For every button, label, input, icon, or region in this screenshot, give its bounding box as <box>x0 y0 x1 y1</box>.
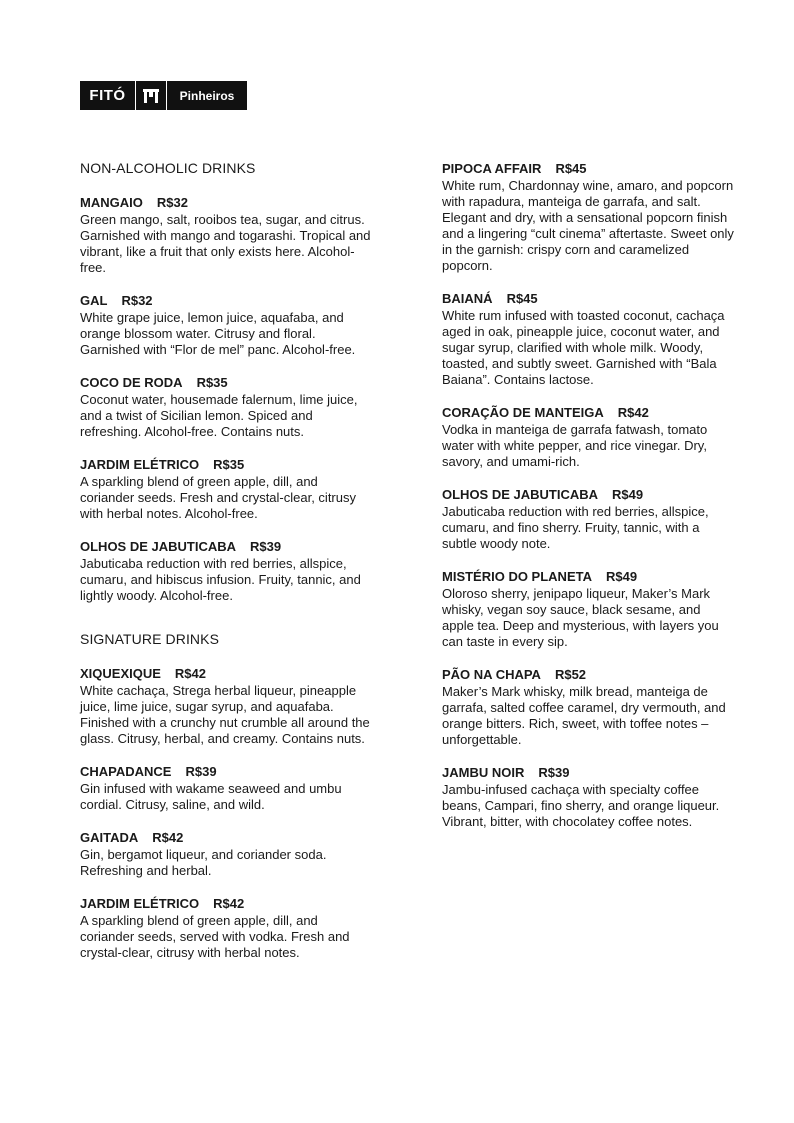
item-name: XIQUEXIQUE <box>80 666 161 681</box>
menu-item <box>80 374 372 440</box>
item-name: OLHOS DE JABUTICABA <box>442 487 599 502</box>
item-name: JARDIM ELÉTRICO <box>80 457 200 472</box>
item-name: BAIANÁ <box>442 291 493 306</box>
item-description: Maker’s Mark whisky, milk bread, manteiga de garrafa, salted coffee caramel, dry vermouth, and orange bitters. Rich, sweet, with toffee notes – unforgettable. <box>442 684 726 747</box>
menu-item <box>80 456 372 522</box>
item-description: White grape juice, lemon juice, aquafaba, and orange blossom water. Citrusy and floral. Garnished with “Flor de mel” panc. Alcohol-free. <box>80 310 356 357</box>
item-name: GAITADA <box>80 830 139 845</box>
item-price: R$35 <box>196 375 228 390</box>
item-name: JAMBU NOIR <box>442 765 525 780</box>
item-description: A sparkling blend of green apple, dill, and coriander seeds, served with vodka. Fresh and crystal-clear, citrusy with herbal notes. <box>80 913 350 960</box>
item-price: R$35 <box>213 457 245 472</box>
menu-item <box>80 292 372 358</box>
item-description: Jabuticaba reduction with red berries, allspice, cumaru, and hibiscus infusion. Fruity, tannic, and lightly woody. Alcohol-free. <box>80 556 361 603</box>
logo-mark-icon <box>135 81 167 110</box>
item-name: COCO DE RODA <box>80 375 183 390</box>
item-description: White rum infused with toasted coconut, cachaça aged in oak, pineapple juice, coconut water, and sugar syrup, clarified with whole milk. Woody, toasted, and subtly sweet. Garnished with “Bala Baiana”. Contains lactose. <box>442 308 725 387</box>
left-column <box>80 159 372 977</box>
menu-item <box>80 763 372 813</box>
menu-item <box>442 160 734 274</box>
item-price: R$42 <box>617 405 649 420</box>
item-name: PIPOCA AFFAIR <box>442 161 542 176</box>
menu-item <box>442 568 734 650</box>
item-name: CHAPADANCE <box>80 764 172 779</box>
item-name: MISTÉRIO DO PLANETA <box>442 569 592 584</box>
item-price: R$49 <box>612 487 644 502</box>
item-description: Green mango, salt, rooibos tea, sugar, and citrus. Garnished with mango and togarashi. Tropical and vibrant, like a fruit that only exists here. Alcohol-free. <box>80 212 371 275</box>
item-price: R$49 <box>605 569 638 584</box>
location-label: Pinheiros <box>179 88 235 103</box>
item-description: Coconut water, housemade falernum, lime juice, and a twist of Sicilian lemon. Spiced and refreshing. Alcohol-free. Contains nuts. <box>80 392 358 439</box>
menu-item <box>80 665 372 747</box>
item-price: R$42 <box>213 896 245 911</box>
item-name: JARDIM ELÉTRICO <box>80 896 200 911</box>
item-name: PÃO NA CHAPA <box>442 667 541 682</box>
item-price: R$52 <box>554 667 587 682</box>
item-price: R$42 <box>152 830 184 845</box>
item-description: White rum, Chardonnay wine, amaro, and popcorn with rapadura, manteiga de garrafa, and salt. Elegant and dry, with a sensational popcorn finish and a lingering “cult cinema” aftertaste. Sweet only in the garnish: crispy corn and caramelized popcorn. <box>442 178 734 273</box>
item-description: Gin, bergamot liqueur, and coriander soda. Refreshing and herbal. <box>80 847 327 878</box>
item-description: White cachaça, Strega herbal liqueur, pineapple juice, lime juice, sugar syrup, and aquafaba. Finished with a crunchy nut crumble all around the glass. Citrusy, herbal, and creamy. Contains nuts. <box>80 683 370 746</box>
item-price: R$45 <box>555 161 587 176</box>
menu-item <box>442 486 734 552</box>
menu-item <box>80 194 372 276</box>
item-description: Jambu-infused cachaça with specialty coffee beans, Campari, fino sherry, and orange liqueur. Vibrant, bitter, with chocolatey coffee notes. <box>442 782 720 829</box>
item-price: R$39 <box>538 765 570 780</box>
brand-name: FITÓ <box>89 87 126 104</box>
item-description: Gin infused with wakame seaweed and umbu cordial. Citrusy, saline, and wild. <box>80 781 342 812</box>
item-description: A sparkling blend of green apple, dill, and coriander seeds. Fresh and crystal-clear, citrusy with herbal notes. Alcohol-free. <box>80 474 356 521</box>
logo <box>80 81 247 110</box>
section-title-non-alcoholic: NON-ALCOHOLIC DRINKS <box>80 160 256 176</box>
menu-item <box>442 666 734 748</box>
item-price: R$45 <box>506 291 538 306</box>
item-price: R$32 <box>121 293 153 308</box>
item-name: CORAÇÃO DE MANTEIGA <box>442 405 604 420</box>
section-title-signature: SIGNATURE DRINKS <box>80 631 220 647</box>
item-name: GAL <box>80 293 108 308</box>
item-price: R$39 <box>185 764 217 779</box>
menu-item <box>442 290 734 388</box>
item-description: Jabuticaba reduction with red berries, allspice, cumaru, and fino sherry. Fruity, tannic, with a subtle woody note. <box>442 504 709 551</box>
right-column <box>442 160 734 846</box>
item-price: R$39 <box>250 539 282 554</box>
menu-item <box>442 764 734 830</box>
menu-item <box>80 829 372 879</box>
menu-item <box>80 895 372 961</box>
item-description: Oloroso sherry, jenipapo liqueur, Maker’s Mark whisky, vegan soy sauce, black sesame, and apple tea. Deep and mysterious, with layers you can taste in every sip. <box>442 586 719 649</box>
item-price: R$42 <box>174 666 206 681</box>
item-price: R$32 <box>156 195 188 210</box>
menu-item <box>80 538 372 604</box>
item-description: Vodka in manteiga de garrafa fatwash, tomato water with white pepper, and rice vinegar. Dry, savory, and umami-rich. <box>442 422 708 469</box>
menu-item <box>442 404 734 470</box>
item-name: MANGAIO <box>80 195 143 210</box>
item-name: OLHOS DE JABUTICABA <box>80 539 237 554</box>
